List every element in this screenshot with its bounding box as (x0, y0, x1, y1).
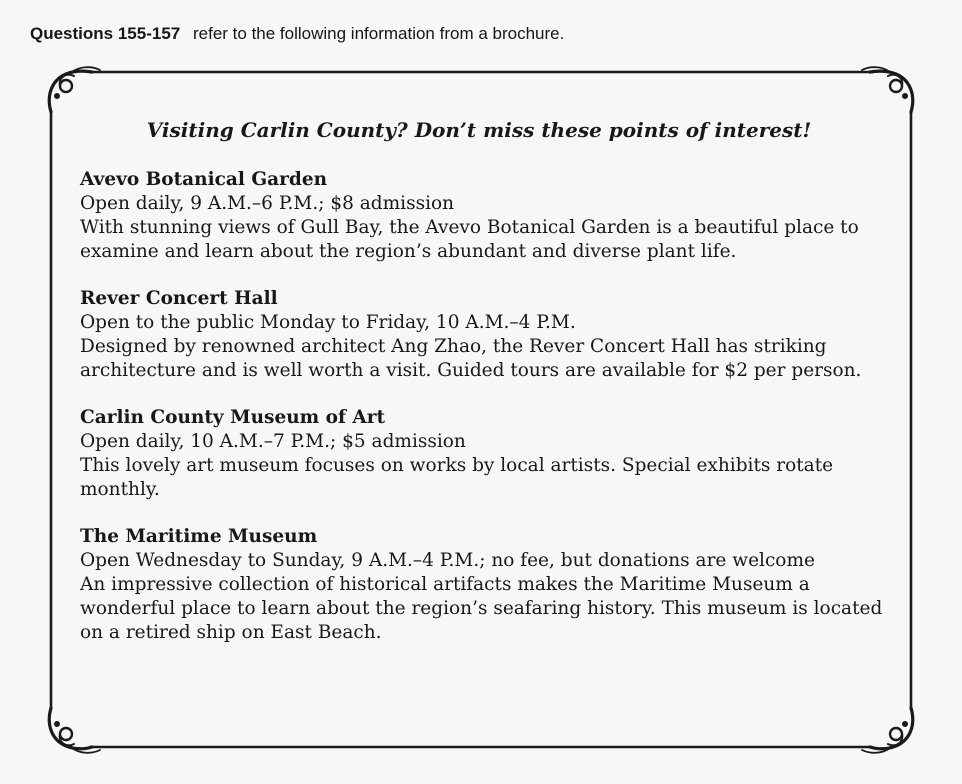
attraction-hours: Open Wednesday to Sunday, 9 A.M.–4 P.M.; no fee, but donations are welcome (80, 550, 815, 571)
attraction-description: An impressive collection of historical artifacts makes the Maritime Museum a wonderful place to learn about the region’s seafaring history. This museum is located on a retired ship on East Beach. (80, 574, 883, 643)
attraction-description: Designed by renowned architect Ang Zhao, the Rever Concert Hall has striking architecture and is well worth a visit. Guided tours are available for $2 per person. (80, 336, 862, 381)
attraction-entry (80, 406, 890, 502)
attraction-description: With stunning views of Gull Bay, the Avevo Botanical Garden is a beautiful place to examine and learn about the region’s abundant and diverse plant life. (80, 217, 859, 262)
attraction-entry (80, 287, 890, 383)
attraction-name: Avevo Botanical Garden (80, 169, 328, 190)
attraction-hours: Open daily, 9 A.M.–6 P.M.; $8 admission (80, 193, 455, 214)
attraction-entry (80, 525, 890, 645)
attraction-name: The Maritime Museum (80, 526, 318, 547)
corner-ornament-bottom-left-icon (49, 708, 100, 753)
attraction-hours: Open to the public Monday to Friday, 10 A.M.–4 P.M. (80, 312, 576, 333)
corner-ornament-top-left-icon (49, 67, 100, 112)
attraction-name: Rever Concert Hall (80, 288, 278, 309)
attraction-name: Carlin County Museum of Art (80, 407, 386, 428)
attraction-entry (80, 168, 890, 264)
attraction-description: This lovely art museum focuses on works by local artists. Special exhibits rotate monthly. (80, 455, 834, 500)
question-instruction: refer to the following information from a brochure. (192, 24, 565, 43)
brochure-content (80, 116, 890, 668)
corner-ornament-bottom-right-icon (862, 708, 913, 753)
corner-ornament-top-right-icon (862, 67, 913, 112)
attraction-hours: Open daily, 10 A.M.–7 P.M.; $5 admission (80, 431, 466, 452)
brochure-title: Visiting Carlin County? Don’t miss these points of interest! (146, 118, 812, 142)
question-number: Questions 155-157 (30, 24, 181, 43)
